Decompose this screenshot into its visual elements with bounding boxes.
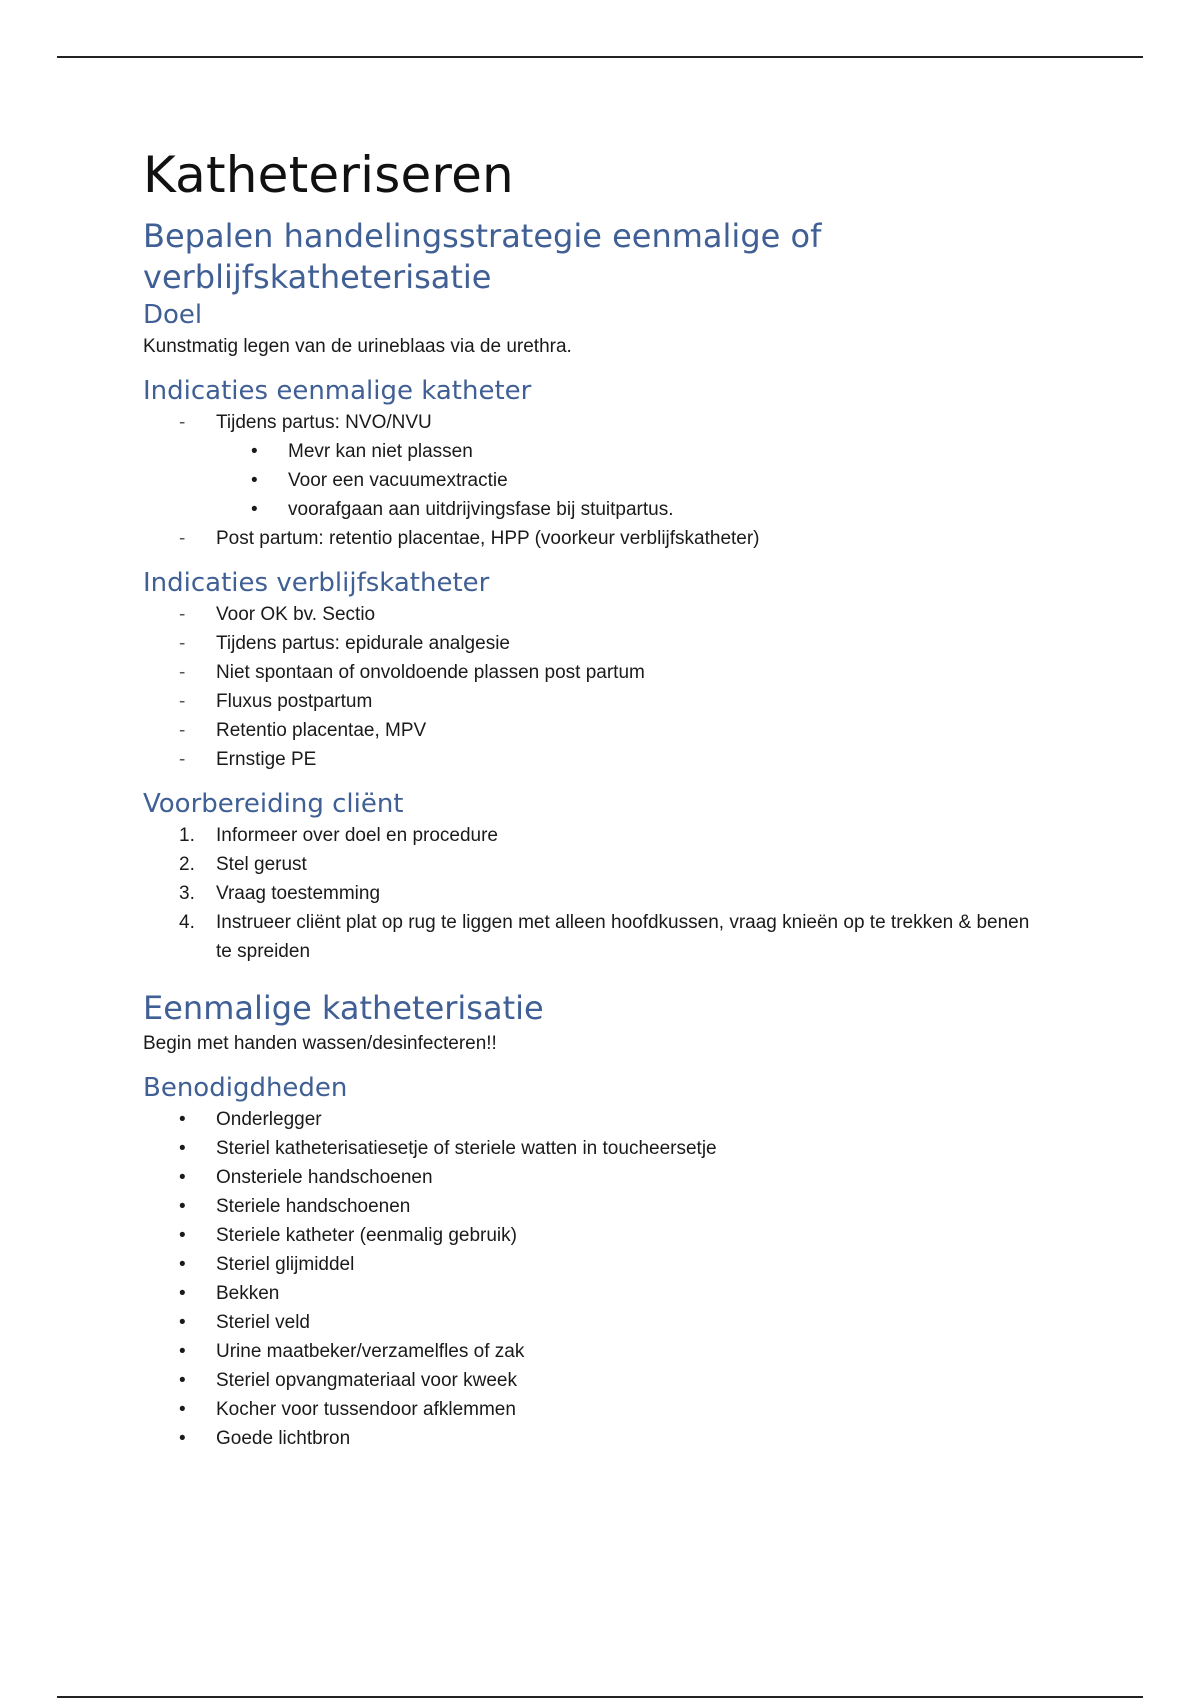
list-item-text: Onsteriele handschoenen [216, 1167, 433, 1188]
list-item-text: Ernstige PE [216, 749, 317, 770]
document-title: Katheteriseren [143, 146, 514, 204]
list-item-text: Stel gerust [216, 854, 307, 875]
document-page [143, 138, 1043, 1453]
doel-text: Kunstmatig legen van de urineblaas via de urethra. [143, 336, 572, 357]
heading-doel: Doel [143, 300, 203, 330]
bullet-marker: • [179, 1138, 186, 1159]
list-item-text: Onderlegger [216, 1109, 322, 1130]
heading-handelingsstrategie: Bepalen handelingsstrategie eenmalige of verblijfskatheterisatie [143, 217, 822, 296]
dash-marker: - [179, 528, 186, 549]
intro-text: Begin met handen wassen/desinfecteren!! [143, 1033, 497, 1054]
list-item-text: Vraag toestemming [216, 883, 381, 904]
list-item [143, 1279, 1043, 1308]
list-item [143, 437, 1043, 466]
list-item-text: Steriel katheterisatiesetje of steriele watten in toucheersetje [216, 1138, 717, 1159]
list-item-text: Niet spontaan of onvoldoende plassen post partum [216, 662, 645, 683]
list-item-text: Tijdens partus: epidurale analgesie [216, 633, 510, 654]
list-item [143, 1134, 1043, 1163]
dash-marker: - [179, 604, 186, 625]
dash-marker: - [179, 412, 186, 433]
list-item [143, 600, 1043, 629]
list-item-text: voorafgaan aan uitdrijvingsfase bij stuitpartus. [288, 499, 674, 520]
list-item [143, 1105, 1043, 1134]
bullet-marker: • [179, 1341, 186, 1362]
bullet-marker: • [179, 1196, 186, 1217]
list-item-text: Steriel glijmiddel [216, 1254, 355, 1275]
list-item-text: Kocher voor tussendoor afklemmen [216, 1399, 516, 1420]
bullet-marker: • [179, 1167, 186, 1188]
list-indicaties-verblijf [143, 600, 1043, 774]
list-item-text: Instrueer cliënt plat op rug te liggen met alleen hoofdkussen, vraag knieën op te trekken & benen te spreiden [216, 912, 1030, 962]
list-item [143, 1163, 1043, 1192]
list-item-text: Retentio placentae, MPV [216, 720, 427, 741]
list-item [143, 745, 1043, 774]
list-item-text: Steriel veld [216, 1312, 310, 1333]
dash-marker: - [179, 749, 186, 770]
list-item-text: Steriele katheter (eenmalig gebruik) [216, 1225, 517, 1246]
heading-indicaties-eenmalig: Indicaties eenmalige katheter [143, 376, 532, 406]
bullet-marker: • [179, 1399, 186, 1420]
dash-marker: - [179, 691, 186, 712]
dash-marker: - [179, 720, 186, 741]
list-item [143, 1424, 1043, 1453]
header-rule [57, 56, 1143, 58]
list-item-text: Bekken [216, 1283, 280, 1304]
list-item [143, 408, 1043, 437]
list-item-text: Mevr kan niet plassen [288, 441, 473, 462]
number-marker: 1. [179, 825, 195, 846]
list-item [143, 1366, 1043, 1395]
bullet-marker: • [179, 1109, 186, 1130]
bullet-marker: • [179, 1283, 186, 1304]
sublist-partus [143, 437, 1043, 524]
number-marker: 4. [179, 912, 195, 933]
list-item [143, 850, 1043, 879]
list-item [143, 1250, 1043, 1279]
list-item-text: Steriel opvangmateriaal voor kweek [216, 1370, 517, 1391]
bullet-marker: • [251, 499, 258, 520]
list-item-text: Urine maatbeker/verzamelfles of zak [216, 1341, 525, 1362]
list-item [143, 687, 1043, 716]
list-item [143, 879, 1043, 908]
heading-benodigdheden: Benodigdheden [143, 1073, 348, 1103]
list-item-text: Post partum: retentio placentae, HPP (voorkeur verblijfskatheter) [216, 528, 760, 549]
number-marker: 2. [179, 854, 195, 875]
list-item-text: Voor OK bv. Sectio [216, 604, 376, 625]
list-item [143, 495, 1043, 524]
footer-rule [57, 1696, 1143, 1698]
list-indicaties-eenmalig-2 [143, 524, 1043, 553]
list-indicaties-eenmalig [143, 408, 1043, 437]
list-item-text: Fluxus postpartum [216, 691, 373, 712]
list-item [143, 1395, 1043, 1424]
bullet-marker: • [179, 1428, 186, 1449]
list-benodigdheden [143, 1105, 1043, 1453]
list-item [143, 1221, 1043, 1250]
list-voorbereiding [143, 821, 1043, 966]
list-item-text: Informeer over doel en procedure [216, 825, 498, 846]
list-item-text: Goede lichtbron [216, 1428, 351, 1449]
list-item [143, 658, 1043, 687]
list-item [143, 908, 1043, 966]
dash-marker: - [179, 633, 186, 654]
list-item [143, 716, 1043, 745]
bullet-marker: • [179, 1254, 186, 1275]
list-item [143, 1192, 1043, 1221]
bullet-marker: • [251, 470, 258, 491]
heading-voorbereiding: Voorbereiding cliënt [143, 789, 404, 819]
bullet-marker: • [179, 1312, 186, 1333]
dash-marker: - [179, 662, 186, 683]
heading-indicaties-verblijf: Indicaties verblijfskatheter [143, 568, 490, 598]
list-item-text: Tijdens partus: NVO/NVU [216, 412, 432, 433]
list-item [143, 1308, 1043, 1337]
bullet-marker: • [179, 1370, 186, 1391]
heading-eenmalige-katheterisatie: Eenmalige katheterisatie [143, 989, 544, 1027]
list-item-text: Voor een vacuumextractie [288, 470, 508, 491]
list-item [143, 821, 1043, 850]
number-marker: 3. [179, 883, 195, 904]
bullet-marker: • [251, 441, 258, 462]
list-item [143, 1337, 1043, 1366]
list-item-text: Steriele handschoenen [216, 1196, 411, 1217]
list-item [143, 524, 1043, 553]
list-item [143, 466, 1043, 495]
list-item [143, 629, 1043, 658]
bullet-marker: • [179, 1225, 186, 1246]
